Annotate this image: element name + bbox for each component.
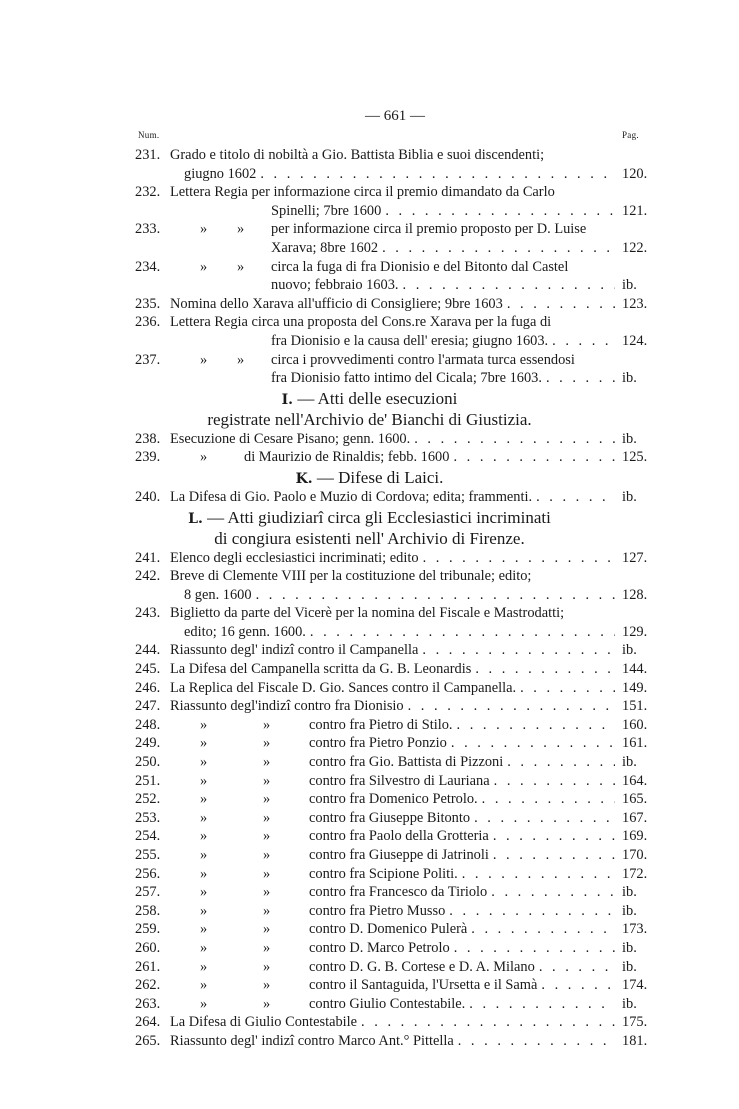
entry-text: contro fra Gio. Battista di Pizzoni: [309, 754, 504, 771]
toc-line: [0, 641, 739, 660]
page-reference: 125.: [622, 449, 648, 466]
dot-leader: [361, 1013, 615, 1032]
entry-number: 257.: [135, 884, 161, 901]
dot-leader: [471, 920, 615, 939]
ditto-mark: »: [237, 221, 245, 238]
ditto-mark: »: [263, 791, 271, 808]
dot-leader: [491, 883, 615, 902]
entry-text: Xarava; 8bre 1602: [271, 239, 379, 256]
entry-text: contro D. Marco Petrolo: [309, 939, 450, 956]
ditto-mark: »: [200, 939, 208, 956]
entry-number: 252.: [135, 791, 161, 808]
section-heading: [0, 467, 739, 488]
dot-leader: [507, 753, 615, 772]
page-reference: 169.: [622, 828, 648, 845]
dot-leader: [256, 586, 615, 605]
entry-number: 256.: [135, 865, 161, 882]
entry-text: contro D. Domenico Pulerà: [309, 921, 468, 938]
page-reference: 120.: [622, 165, 648, 182]
dot-leader: [520, 679, 615, 698]
entry-text: La Replica del Fiscale D. Gio. Sances contro il Campanella.: [170, 679, 517, 696]
entry-text: Nomina dello Xarava all'ufficio di Consigliere; 9bre 1603: [170, 295, 503, 312]
entry-text: contro fra Paolo della Grotteria: [309, 828, 489, 845]
entry-number: 250.: [135, 754, 161, 771]
ditto-mark: »: [200, 921, 208, 938]
entry-text: contro il Santaguida, l'Ursetta e il Samà: [309, 977, 538, 994]
entry-text: circa la fuga di fra Dionisio e del Bitonto dal Castel: [271, 258, 569, 275]
entry-text: Breve di Clemente VIII per la costituzione del tribunale; edito;: [170, 568, 532, 585]
dot-leader: [462, 865, 615, 884]
ditto-mark: »: [200, 809, 208, 826]
toc-line: [0, 165, 739, 184]
page-reference: 167.: [622, 809, 648, 826]
toc-line: [0, 902, 739, 921]
entry-number: 245.: [135, 661, 161, 678]
toc-line: [0, 939, 739, 958]
toc-line: [0, 920, 739, 939]
entry-text: contro fra Silvestro di Lauriana: [309, 772, 490, 789]
section-letter: K.: [295, 470, 313, 487]
toc-line: [0, 295, 739, 314]
entry-text: contro fra Giuseppe Bitonto: [309, 809, 471, 826]
entry-text: Biglietto da parte del Vicerè per la nomina del Fiscale e Mastrodatti;: [170, 605, 565, 622]
entry-number: 261.: [135, 958, 161, 975]
dot-leader: [260, 165, 615, 184]
entry-text: La Difesa di Gio. Paolo e Muzio di Cordova; edita; frammenti.: [170, 488, 533, 505]
dot-leader: [414, 430, 615, 449]
toc-line: [0, 567, 739, 586]
toc-line: [0, 1013, 739, 1032]
dot-leader: [474, 809, 615, 828]
entry-number: 251.: [135, 772, 161, 789]
toc-line: [0, 604, 739, 623]
page-reference: 174.: [622, 977, 648, 994]
entry-number: 239.: [135, 449, 161, 466]
ditto-mark: »: [200, 958, 208, 975]
toc-line: [0, 549, 739, 568]
ditto-mark: »: [263, 884, 271, 901]
toc-line: [0, 258, 739, 277]
entry-number: 258.: [135, 902, 161, 919]
ditto-mark: »: [200, 351, 208, 368]
entry-number: 233.: [135, 221, 161, 238]
page-reference: 160.: [622, 716, 648, 733]
dot-leader: [493, 827, 615, 846]
page-reference: ib.: [622, 754, 637, 771]
toc-line: [0, 827, 739, 846]
page-reference: 170.: [622, 847, 648, 863]
toc-line: [0, 202, 739, 221]
ditto-mark: »: [263, 921, 271, 938]
dot-leader: [310, 623, 615, 642]
entry-text: La Difesa del Campanella scritta da G. B. Leonardis: [170, 661, 472, 678]
dot-leader: [422, 641, 615, 660]
dot-leader: [539, 958, 615, 977]
section-title: — Atti giudiziarî circa gli Ecclesiastici incriminati: [202, 507, 551, 527]
entry-number: 248.: [135, 716, 161, 733]
page-reference: 165.: [622, 791, 648, 808]
page-reference: 161.: [622, 735, 648, 752]
dot-leader: [423, 549, 615, 568]
page-reference: ib.: [622, 370, 637, 387]
entry-number: 231.: [135, 147, 161, 163]
ditto-mark: »: [237, 351, 245, 368]
toc-line: [0, 716, 739, 735]
toc-line: [0, 623, 739, 642]
entry-text: Riassunto degl'indizî contro fra Dionisio: [170, 698, 404, 715]
entry-text: contro D. G. B. Cortese e D. A. Milano: [309, 958, 535, 975]
ditto-mark: »: [263, 828, 271, 845]
toc-line: [0, 351, 739, 370]
entry-number: 253.: [135, 809, 161, 826]
entry-number: 243.: [135, 605, 161, 622]
section-heading: [0, 528, 739, 549]
ditto-mark: »: [263, 865, 271, 882]
page-reference: ib.: [622, 884, 637, 901]
ditto-mark: »: [200, 865, 208, 882]
ditto-mark: »: [237, 258, 245, 275]
dot-leader: [469, 995, 615, 1014]
page-reference: 124.: [622, 332, 648, 349]
page-reference: 149.: [622, 679, 648, 696]
dot-leader: [449, 902, 615, 921]
column-header-num: Num.: [138, 130, 160, 140]
dot-leader: [408, 697, 615, 716]
entry-number: 254.: [135, 828, 161, 845]
entry-number: 255.: [135, 847, 161, 863]
entry-number: 241.: [135, 549, 161, 566]
page-reference: 129.: [622, 623, 648, 640]
entry-number: 249.: [135, 735, 161, 752]
section-title: — Difese di Laici.: [312, 467, 444, 487]
page-reference: 151.: [622, 698, 648, 715]
dot-leader: [382, 239, 615, 258]
entry-number: 237.: [135, 351, 161, 368]
ditto-mark: »: [200, 902, 208, 919]
entry-number: 238.: [135, 430, 161, 447]
toc-line: [0, 958, 739, 977]
entry-number: 262.: [135, 977, 161, 994]
page-reference: 128.: [622, 586, 648, 603]
section-heading: [0, 409, 739, 430]
entry-number: 234.: [135, 258, 161, 275]
page-reference: ib.: [622, 488, 637, 505]
entry-number: 240.: [135, 488, 161, 505]
dot-leader: [494, 772, 615, 791]
entry-text: Lettera Regia per informazione circa il premio dimandato da Carlo: [170, 184, 555, 201]
page-reference: 172.: [622, 865, 648, 882]
ditto-mark: »: [200, 828, 208, 845]
page-reference: 122.: [622, 239, 648, 256]
entry-text: Elenco degli ecclesiastici incriminati; edito: [170, 549, 419, 566]
entry-number: 260.: [135, 939, 161, 956]
entry-text: contro fra Francesco da Tiriolo: [309, 884, 488, 901]
ditto-mark: »: [263, 735, 271, 752]
entry-text: di Maurizio de Rinaldis; febb. 1600: [244, 449, 450, 466]
page-reference: ib.: [622, 939, 637, 956]
page-reference: ib.: [622, 277, 637, 294]
ditto-mark: »: [200, 791, 208, 808]
page-reference: 144.: [622, 661, 648, 678]
entry-text: Riassunto degl' indizî contro il Campanella: [170, 642, 419, 659]
toc-line: [0, 488, 739, 507]
ditto-mark: »: [263, 716, 271, 733]
ditto-mark: »: [263, 809, 271, 826]
page-reference: ib.: [622, 430, 637, 447]
entry-number: 247.: [135, 698, 161, 715]
table-of-contents: [0, 146, 739, 1051]
column-header-page: Pag.: [622, 130, 639, 140]
toc-line: [0, 976, 739, 995]
toc-line: [0, 313, 739, 332]
toc-line: [0, 865, 739, 884]
page-reference: ib.: [622, 642, 637, 659]
page-reference: ib.: [622, 902, 637, 919]
toc-line: [0, 369, 739, 388]
entry-text: contro fra Domenico Petrolo.: [309, 791, 478, 808]
toc-line: [0, 846, 739, 865]
toc-line: [0, 586, 739, 605]
toc-line: [0, 146, 739, 165]
page-reference: 173.: [622, 921, 648, 938]
entry-number: 263.: [135, 995, 161, 1012]
ditto-mark: »: [200, 716, 208, 733]
toc-line: [0, 753, 739, 772]
page-reference: 121.: [622, 202, 648, 219]
page-reference: ib.: [622, 995, 637, 1012]
dot-leader: [482, 790, 615, 809]
toc-line: [0, 220, 739, 239]
toc-line: [0, 332, 739, 351]
ditto-mark: »: [200, 735, 208, 752]
section-heading: [0, 507, 739, 528]
ditto-mark: »: [200, 847, 208, 863]
entry-text: La Difesa di Giulio Contestabile: [170, 1014, 358, 1031]
ditto-mark: »: [200, 977, 208, 994]
entry-text: per informazione circa il premio proposto per D. Luise: [271, 221, 587, 238]
entry-number: 236.: [135, 314, 161, 331]
section-letter: I.: [281, 391, 294, 408]
toc-line: [0, 276, 739, 295]
ditto-mark: »: [263, 772, 271, 789]
entry-text: Esecuzione di Cesare Pisano; genn. 1600.: [170, 430, 411, 447]
ditto-mark: »: [263, 902, 271, 919]
page-reference: 123.: [622, 295, 648, 312]
dot-leader: [454, 939, 615, 958]
toc-line: [0, 679, 739, 698]
entry-number: 242.: [135, 568, 161, 585]
ditto-mark: »: [263, 939, 271, 956]
page-reference: ib.: [622, 958, 637, 975]
toc-line: [0, 1032, 739, 1051]
section-heading: [0, 388, 739, 409]
entry-text: contro fra Giuseppe di Jatrinoli: [309, 847, 489, 863]
ditto-mark: »: [263, 977, 271, 994]
toc-line: [0, 809, 739, 828]
entry-number: 244.: [135, 642, 161, 659]
entry-number: 259.: [135, 921, 161, 938]
entry-text: edito; 16 genn. 1600.: [184, 623, 306, 640]
toc-line: [0, 995, 739, 1014]
dot-leader: [475, 660, 615, 679]
dot-leader: [541, 976, 615, 995]
ditto-mark: »: [263, 754, 271, 771]
dot-leader: [536, 488, 615, 507]
entry-text: fra Dionisio fatto intimo del Cicala; 7bre 1603.: [271, 370, 542, 387]
ditto-mark: »: [200, 995, 208, 1012]
toc-line: [0, 239, 739, 258]
toc-line: [0, 660, 739, 679]
section-title: registrate nell'Archivio de' Bianchi di Giustizia.: [207, 409, 532, 429]
entry-text: contro fra Pietro Ponzio: [309, 735, 447, 752]
toc-line: [0, 430, 739, 449]
entry-text: nuovo; febbraio 1603.: [271, 277, 399, 294]
dot-leader: [451, 734, 615, 753]
dot-leader: [493, 846, 615, 865]
dot-leader: [453, 448, 615, 467]
section-title: di congiura esistenti nell' Archivio di Firenze.: [214, 528, 525, 548]
toc-line: [0, 734, 739, 753]
dot-leader: [546, 369, 615, 388]
entry-text: contro fra Pietro Musso: [309, 902, 446, 919]
toc-line: [0, 697, 739, 716]
entry-text: Lettera Regia circa una proposta del Cons.re Xarava per la fuga di: [170, 314, 552, 331]
dot-leader: [457, 716, 616, 735]
toc-line: [0, 772, 739, 791]
ditto-mark: »: [263, 995, 271, 1012]
entry-text: circa i provvedimenti contro l'armata turca essendosi: [271, 351, 575, 368]
entry-number: 235.: [135, 295, 161, 312]
page-reference: 127.: [622, 549, 648, 566]
toc-line: [0, 790, 739, 809]
ditto-mark: »: [263, 958, 271, 975]
entry-text: contro fra Scipione Politi.: [309, 865, 458, 882]
ditto-mark: »: [200, 221, 208, 238]
entry-text: contro fra Pietro di Stilo.: [309, 716, 453, 733]
toc-line: [0, 183, 739, 202]
ditto-mark: »: [200, 772, 208, 789]
entry-text: Riassunto degl' indizî contro Marco Ant.° Pittella: [170, 1032, 454, 1049]
entry-text: 8 gen. 1600: [184, 586, 252, 603]
ditto-mark: »: [200, 449, 208, 466]
ditto-mark: »: [200, 258, 208, 275]
entry-text: giugno 1602: [184, 165, 257, 182]
entry-number: 232.: [135, 184, 161, 201]
ditto-mark: »: [200, 754, 208, 771]
entry-text: fra Dionisio e la causa dell' eresia; giugno 1603.: [271, 332, 549, 349]
section-letter: L.: [188, 510, 203, 527]
ditto-mark: »: [263, 847, 271, 863]
dot-leader: [385, 202, 615, 221]
toc-line: [0, 883, 739, 902]
dot-leader: [403, 276, 616, 295]
entry-number: 265.: [135, 1032, 161, 1049]
page-reference: 175.: [622, 1014, 648, 1031]
entry-text: contro Giulio Contestabile.: [309, 995, 466, 1012]
dot-leader: [507, 295, 615, 314]
entry-text: Spinelli; 7bre 1600: [271, 202, 382, 219]
toc-line: [0, 448, 739, 467]
entry-text: Grado e titolo di nobiltà a Gio. Battista Biblia e suoi discendenti;: [170, 147, 545, 163]
entry-number: 264.: [135, 1014, 161, 1031]
dot-leader: [458, 1032, 615, 1051]
section-title: — Atti delle esecuzioni: [293, 388, 458, 408]
dot-leader: [552, 332, 615, 351]
ditto-mark: »: [200, 884, 208, 901]
page-reference: 164.: [622, 772, 648, 789]
page-reference: 181.: [622, 1032, 648, 1049]
entry-number: 246.: [135, 679, 161, 696]
